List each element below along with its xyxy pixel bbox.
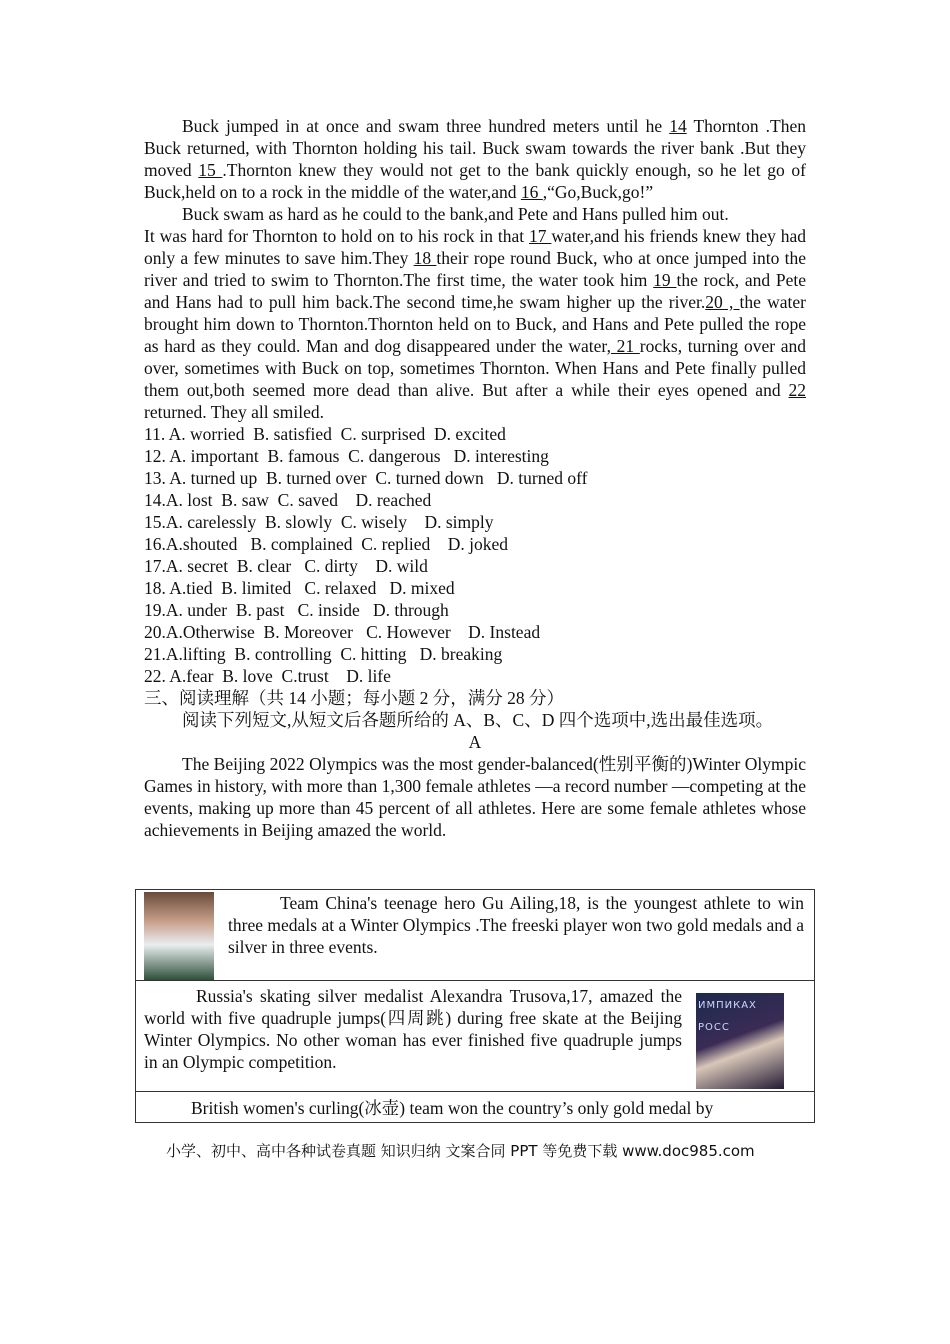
text-run: Buck jumped in at once and swam three hundred meters until he bbox=[182, 116, 670, 136]
text-run: ,“Go,Buck,go!” bbox=[542, 182, 654, 202]
page-footer: 小学、初中、高中各种试卷真题 知识归纳 文案合同 PPT 等免费下载 www.doc985.com bbox=[166, 1142, 755, 1160]
athlete-photo bbox=[144, 892, 214, 980]
option-line-21: 21.A.lifting B. controlling C. hitting D. breaking bbox=[144, 644, 503, 664]
option-line-18: 18. A.tied B. limited C. relaxed D. mixed bbox=[144, 578, 455, 598]
blank-15: 15 bbox=[198, 160, 223, 180]
passage-paragraph-1 bbox=[144, 115, 806, 203]
athlete-description: Team China's teenage hero Gu Ailing,18, is the youngest athlete to win three medals at a Winter Olympics .The freeski player won two gold medals and a silver in three events. bbox=[228, 893, 804, 957]
text-run: the water brought him down to Thornton.Thornton held on to Buck, and Hans and Pete pulled the rope as hard as they could. Man and dog disappeared under the water, bbox=[144, 292, 806, 356]
blank-16: 16 bbox=[520, 182, 543, 202]
section-instruction: 阅读下列短文,从短文后各题所给的 A、B、C、D 四个选项中,选出最佳选项。 bbox=[182, 710, 774, 730]
option-line-15: 15.A. carelessly B. slowly C. wisely D. simply bbox=[144, 512, 494, 532]
blank-22: 22 bbox=[788, 380, 806, 400]
text-run: .Thornton knew they would not get to the bank quickly enough, so he let go of Buck,held on to a rock in the middle of the water,and bbox=[144, 160, 806, 202]
athlete-photo bbox=[696, 993, 784, 1089]
text-run: It was hard for Thornton to hold on to his rock in that bbox=[144, 226, 530, 246]
document-body bbox=[144, 115, 806, 841]
option-line-19: 19.A. under B. past C. inside D. through bbox=[144, 600, 449, 620]
photo-caption: ИМПИКАХ РОСС bbox=[698, 1000, 757, 1033]
option-line-14: 14.A. lost B. saw C. saved D. reached bbox=[144, 490, 432, 510]
text-run: their rope round Buck, who at once jumped into the river and tried to swim to Thornton.The first time, the water took him bbox=[144, 248, 806, 290]
option-line-17: 17.A. secret B. clear C. dirty D. wild bbox=[144, 556, 428, 576]
blank-21: 21 bbox=[610, 336, 640, 356]
athlete-description: Russia's skating silver medalist Alexandra Trusova,17, amazed the world with five quadruple jumps(四周跳) during free skate at the Beijing Winter Olympics. No other woman has ever finished five quadruple jumps in an Olympic competition. bbox=[144, 986, 682, 1072]
athlete-cell-curling: British women's curling(冰壶) team won the country’s only gold medal by bbox=[136, 1092, 815, 1123]
blank-19: 19 bbox=[653, 270, 677, 290]
text-run: the rock, and Pete and Hans had to pull him back.The second time,he swam higher up the river. bbox=[144, 270, 807, 312]
athletes-table bbox=[135, 889, 815, 1123]
option-line-11: 11. A. worried B. satisfied C. surprised D. excited bbox=[144, 424, 506, 444]
text-run: water,and his friends knew they had only a few minutes to save him.They bbox=[144, 226, 807, 268]
athlete-cell-gu-ailing bbox=[136, 890, 815, 981]
athlete-cell-trusova bbox=[136, 981, 815, 1092]
text-run: rocks, turning over and over, sometimes with Buck on top, sometimes Thornton. When Hans and Pete finally pulled them out,both seemed more dead than alive. But after a while their eyes opened and bbox=[144, 336, 807, 400]
blank-20: 20 , bbox=[705, 292, 740, 312]
passage-paragraph-3 bbox=[144, 225, 806, 423]
options-list bbox=[144, 423, 806, 687]
blank-14: 14 bbox=[669, 116, 687, 136]
option-line-13: 13. A. turned up B. turned over C. turned down D. turned off bbox=[144, 468, 588, 488]
text-run: returned. They all smiled. bbox=[144, 402, 324, 422]
section-heading: 三、阅读理解（共 14 小题；每小题 2 分，满分 28 分） bbox=[144, 688, 564, 708]
text-run: Thornton .Then Buck returned, with Thornton holding his tail. Buck swam towards the river bank .But they moved bbox=[144, 116, 806, 180]
option-line-12: 12. A. important B. famous C. dangerous D. interesting bbox=[144, 446, 549, 466]
option-line-22: 22. A.fear B. love C.trust D. life bbox=[144, 666, 391, 686]
passage-label: A bbox=[468, 732, 482, 752]
option-line-16: 16.A.shouted B. complained C. replied D. joked bbox=[144, 534, 509, 554]
blank-17: 17 bbox=[529, 226, 552, 246]
option-line-20: 20.A.Otherwise B. Moreover C. However D. Instead bbox=[144, 622, 541, 642]
passage-paragraph-2: Buck swam as hard as he could to the bank,and Pete and Hans pulled him out. bbox=[182, 204, 729, 224]
blank-18: 18 bbox=[413, 248, 437, 268]
passage-intro: The Beijing 2022 Olympics was the most gender-balanced(性别平衡的)Winter Olympic Games in history, with more than 1,300 female athletes —a record number —competing at the events, making up more than 45 percent of all athletes. Here are some female athletes whose achievements in Beijing amazed the world. bbox=[144, 754, 806, 840]
